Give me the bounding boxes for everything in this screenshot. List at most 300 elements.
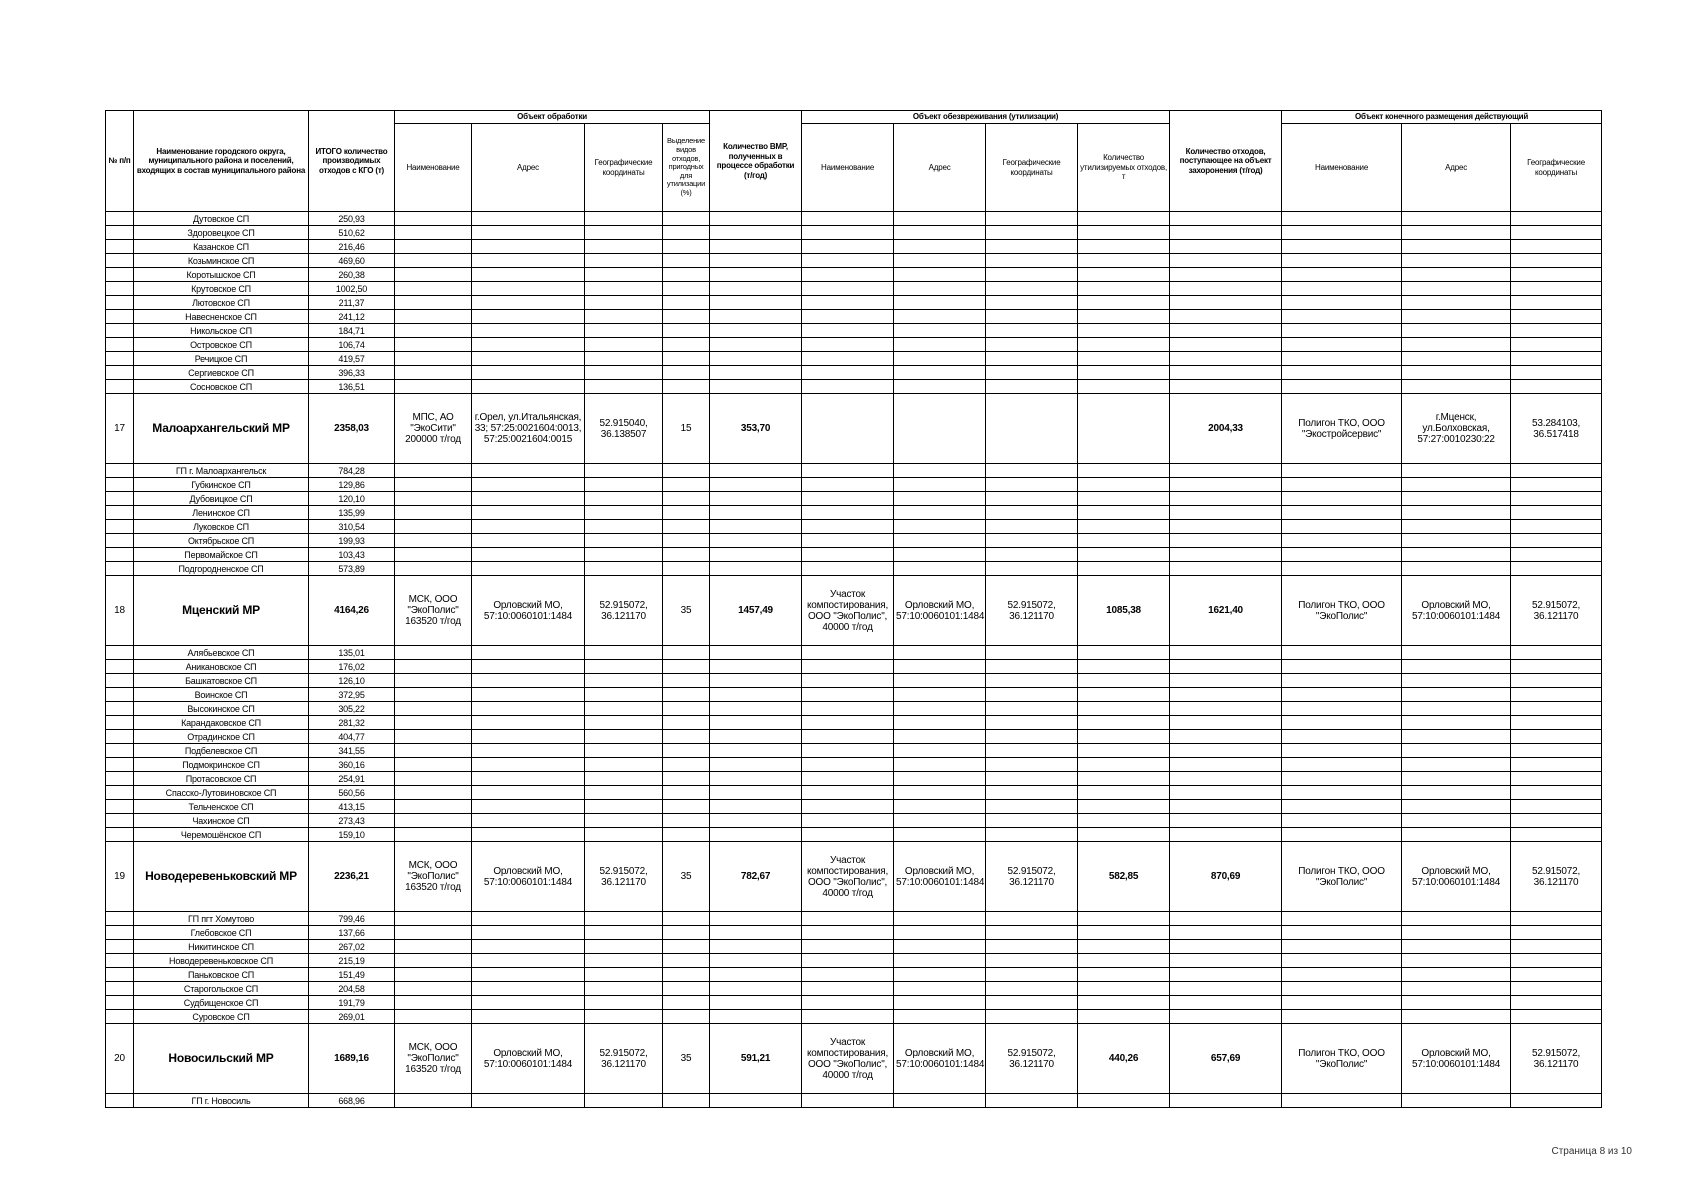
district-row	[106, 576, 1602, 646]
cell-empty	[710, 520, 802, 534]
cell-empty	[585, 282, 663, 296]
cell-empty	[1282, 912, 1402, 926]
cell-empty	[106, 464, 134, 478]
cell-empty	[472, 968, 585, 982]
cell-name: Островское СП	[134, 338, 309, 352]
cell-empty	[663, 1010, 710, 1024]
cell-empty	[395, 380, 472, 394]
cell-empty	[1078, 688, 1170, 702]
cell-proc-share: 35	[663, 576, 710, 646]
cell-empty	[802, 268, 894, 282]
cell-empty	[1078, 478, 1170, 492]
cell-empty	[1402, 926, 1511, 940]
cell-empty	[395, 492, 472, 506]
cell-empty	[802, 478, 894, 492]
cell-empty	[663, 968, 710, 982]
cell-empty	[395, 828, 472, 842]
cell-empty	[1170, 492, 1282, 506]
cell-empty	[585, 1094, 663, 1108]
cell-empty	[894, 1010, 986, 1024]
cell-empty	[1402, 758, 1511, 772]
cell-empty	[1282, 478, 1402, 492]
cell-empty	[1282, 226, 1402, 240]
cell-empty	[1511, 674, 1602, 688]
cell-name: Паньковское СП	[134, 968, 309, 982]
cell-empty	[472, 338, 585, 352]
cell-empty	[1170, 968, 1282, 982]
cell-proc-coords: 52.915072, 36.121170	[585, 576, 663, 646]
cell-empty	[1402, 464, 1511, 478]
settlement-row	[106, 534, 1602, 548]
cell-empty	[1282, 800, 1402, 814]
cell-empty	[663, 534, 710, 548]
cell-final-name: Полигон ТКО, ООО "ЭкоПолис"	[1282, 1024, 1402, 1094]
cell-empty	[894, 1094, 986, 1108]
cell-empty	[1511, 716, 1602, 730]
cell-empty	[472, 744, 585, 758]
cell-final-address: Орловский МО, 57:10:0060101:1484	[1402, 842, 1511, 912]
cell-empty	[395, 366, 472, 380]
cell-empty	[1170, 800, 1282, 814]
cell-empty	[802, 338, 894, 352]
cell-empty	[1511, 828, 1602, 842]
cell-empty	[1511, 254, 1602, 268]
cell-empty	[663, 982, 710, 996]
cell-empty	[1078, 926, 1170, 940]
settlement-row	[106, 716, 1602, 730]
cell-name: Луковское СП	[134, 520, 309, 534]
cell-total: 4164,26	[309, 576, 395, 646]
district-row	[106, 842, 1602, 912]
cell-empty	[585, 338, 663, 352]
cell-empty	[472, 674, 585, 688]
cell-empty	[710, 492, 802, 506]
page-number: Страница 8 из 10	[1551, 1146, 1632, 1157]
settlement-row	[106, 520, 1602, 534]
cell-empty	[663, 1094, 710, 1108]
cell-empty	[802, 296, 894, 310]
cell-final-coords: 52.915072, 36.121170	[1511, 576, 1602, 646]
cell-empty	[894, 548, 986, 562]
cell-empty	[1170, 772, 1282, 786]
cell-empty	[1078, 968, 1170, 982]
cell-empty	[663, 338, 710, 352]
cell-empty	[585, 212, 663, 226]
cell-empty	[1511, 688, 1602, 702]
cell-util-address	[894, 394, 986, 464]
cell-empty	[802, 380, 894, 394]
cell-empty	[106, 506, 134, 520]
cell-total: 273,43	[309, 814, 395, 828]
cell-empty	[802, 492, 894, 506]
cell-empty	[986, 926, 1078, 940]
cell-total: 341,55	[309, 744, 395, 758]
cell-empty	[1511, 800, 1602, 814]
cell-empty	[472, 814, 585, 828]
settlement-row	[106, 506, 1602, 520]
cell-empty	[106, 912, 134, 926]
cell-empty	[1078, 548, 1170, 562]
cell-total: 106,74	[309, 338, 395, 352]
cell-empty	[585, 296, 663, 310]
cell-empty	[472, 562, 585, 576]
cell-empty	[894, 660, 986, 674]
col-final-name: Наименование	[1282, 124, 1402, 212]
cell-empty	[106, 282, 134, 296]
cell-empty	[894, 968, 986, 982]
cell-total: 126,10	[309, 674, 395, 688]
cell-empty	[106, 296, 134, 310]
cell-empty	[395, 352, 472, 366]
cell-empty	[1511, 268, 1602, 282]
cell-empty	[663, 366, 710, 380]
cell-empty	[663, 464, 710, 478]
cell-empty	[894, 912, 986, 926]
cell-empty	[894, 646, 986, 660]
cell-empty	[986, 254, 1078, 268]
cell-empty	[986, 646, 1078, 660]
cell-empty	[1282, 702, 1402, 716]
settlement-row	[106, 926, 1602, 940]
cell-empty	[710, 282, 802, 296]
cell-empty	[585, 814, 663, 828]
cell-empty	[802, 744, 894, 758]
cell-empty	[802, 940, 894, 954]
cell-empty	[802, 254, 894, 268]
cell-empty	[1078, 772, 1170, 786]
cell-empty	[894, 926, 986, 940]
cell-empty	[1282, 968, 1402, 982]
cell-empty	[472, 380, 585, 394]
cell-empty	[894, 520, 986, 534]
cell-empty	[1282, 268, 1402, 282]
cell-name: ГП г. Новосиль	[134, 1094, 309, 1108]
cell-empty	[1511, 982, 1602, 996]
cell-name: Подбелевское СП	[134, 744, 309, 758]
cell-empty	[472, 324, 585, 338]
cell-empty	[894, 982, 986, 996]
cell-empty	[106, 212, 134, 226]
cell-empty	[1170, 296, 1282, 310]
cell-empty	[585, 940, 663, 954]
cell-empty	[1511, 646, 1602, 660]
cell-empty	[710, 716, 802, 730]
settlement-row	[106, 912, 1602, 926]
cell-empty	[1170, 380, 1282, 394]
cell-landfill-amount: 2004,33	[1170, 394, 1282, 464]
cell-empty	[710, 352, 802, 366]
cell-name: Башкатовское СП	[134, 674, 309, 688]
cell-empty	[585, 646, 663, 660]
cell-empty	[395, 324, 472, 338]
cell-empty	[710, 380, 802, 394]
cell-empty	[1282, 926, 1402, 940]
cell-empty	[585, 926, 663, 940]
cell-empty	[472, 254, 585, 268]
cell-landfill-amount: 870,69	[1170, 842, 1282, 912]
cell-empty	[710, 786, 802, 800]
cell-empty	[106, 982, 134, 996]
cell-empty	[1511, 744, 1602, 758]
cell-empty	[1282, 814, 1402, 828]
settlement-row	[106, 212, 1602, 226]
cell-total: 510,62	[309, 226, 395, 240]
cell-empty	[1282, 744, 1402, 758]
cell-empty	[395, 212, 472, 226]
settlement-row	[106, 478, 1602, 492]
cell-empty	[106, 324, 134, 338]
cell-empty	[106, 954, 134, 968]
cell-empty	[585, 702, 663, 716]
cell-empty	[472, 506, 585, 520]
cell-total: 215,19	[309, 954, 395, 968]
cell-empty	[106, 828, 134, 842]
cell-total: 1689,16	[309, 1024, 395, 1094]
cell-empty	[472, 982, 585, 996]
cell-empty	[106, 520, 134, 534]
cell-empty	[894, 226, 986, 240]
cell-empty	[1170, 226, 1282, 240]
cell-empty	[1402, 226, 1511, 240]
cell-empty	[1282, 296, 1402, 310]
cell-empty	[395, 226, 472, 240]
settlement-row	[106, 296, 1602, 310]
cell-total: 469,60	[309, 254, 395, 268]
cell-empty	[472, 912, 585, 926]
cell-empty	[585, 478, 663, 492]
cell-name: Лютовское СП	[134, 296, 309, 310]
cell-empty	[585, 800, 663, 814]
cell-empty	[663, 660, 710, 674]
cell-empty	[1511, 310, 1602, 324]
cell-name: Спасско-Лутовиновское СП	[134, 786, 309, 800]
cell-empty	[1078, 996, 1170, 1010]
settlement-row	[106, 1010, 1602, 1024]
cell-empty	[1402, 660, 1511, 674]
cell-empty	[710, 660, 802, 674]
cell-empty	[395, 926, 472, 940]
cell-empty	[585, 366, 663, 380]
cell-empty	[106, 786, 134, 800]
cell-empty	[472, 296, 585, 310]
cell-empty	[1170, 338, 1282, 352]
cell-proc-address: г.Орел, ул.Итальянская, 33; 57:25:0021604:0013, 57:25:0021604:0015	[472, 394, 585, 464]
cell-total: 2236,21	[309, 842, 395, 912]
cell-empty	[1511, 912, 1602, 926]
settlement-row	[106, 940, 1602, 954]
cell-empty	[710, 1094, 802, 1108]
cell-empty	[986, 478, 1078, 492]
cell-empty	[472, 660, 585, 674]
cell-empty	[1511, 1010, 1602, 1024]
cell-total: 305,22	[309, 702, 395, 716]
cell-empty	[1511, 338, 1602, 352]
cell-empty	[1282, 660, 1402, 674]
cell-empty	[1078, 324, 1170, 338]
cell-empty	[1282, 352, 1402, 366]
settlement-row	[106, 982, 1602, 996]
cell-empty	[106, 1010, 134, 1024]
cell-empty	[1402, 548, 1511, 562]
cell-empty	[663, 730, 710, 744]
cell-empty	[106, 352, 134, 366]
cell-empty	[663, 562, 710, 576]
cell-empty	[395, 310, 472, 324]
waste-registry-sheet	[105, 110, 1601, 1108]
cell-empty	[395, 982, 472, 996]
cell-empty	[894, 534, 986, 548]
cell-proc-address: Орловский МО, 57:10:0060101:1484	[472, 1024, 585, 1094]
settlement-row	[106, 324, 1602, 338]
cell-total: 211,37	[309, 296, 395, 310]
cell-empty	[894, 730, 986, 744]
cell-empty	[585, 254, 663, 268]
cell-empty	[663, 380, 710, 394]
cell-empty	[1282, 282, 1402, 296]
cell-total: 668,96	[309, 1094, 395, 1108]
cell-empty	[663, 296, 710, 310]
cell-final-address: Орловский МО, 57:10:0060101:1484	[1402, 576, 1511, 646]
cell-empty	[395, 996, 472, 1010]
cell-util-coords: 52.915072, 36.121170	[986, 576, 1078, 646]
cell-name: Воинское СП	[134, 688, 309, 702]
cell-vmr: 782,67	[710, 842, 802, 912]
cell-empty	[802, 828, 894, 842]
cell-name: Сергиевское СП	[134, 366, 309, 380]
cell-name: Губкинское СП	[134, 478, 309, 492]
cell-empty	[986, 562, 1078, 576]
cell-empty	[106, 926, 134, 940]
cell-empty	[894, 296, 986, 310]
cell-empty	[1282, 674, 1402, 688]
cell-name: Новосильский МР	[134, 1024, 309, 1094]
cell-empty	[986, 380, 1078, 394]
cell-total: 360,16	[309, 758, 395, 772]
cell-empty	[1078, 296, 1170, 310]
cell-empty	[710, 688, 802, 702]
cell-empty	[802, 800, 894, 814]
cell-empty	[472, 282, 585, 296]
cell-empty	[106, 814, 134, 828]
cell-empty	[1282, 366, 1402, 380]
cell-empty	[1402, 534, 1511, 548]
cell-empty	[1170, 352, 1282, 366]
cell-name: Никитинское СП	[134, 940, 309, 954]
col-util-amount: Количество утилизируемых отходов, т	[1078, 124, 1170, 212]
cell-empty	[106, 744, 134, 758]
cell-empty	[585, 534, 663, 548]
cell-empty	[472, 478, 585, 492]
settlement-row	[106, 730, 1602, 744]
cell-name: Алябьевское СП	[134, 646, 309, 660]
cell-empty	[986, 352, 1078, 366]
cell-name: Протасовское СП	[134, 772, 309, 786]
settlement-row	[106, 380, 1602, 394]
cell-empty	[986, 996, 1078, 1010]
cell-empty	[986, 1010, 1078, 1024]
cell-empty	[585, 674, 663, 688]
cell-empty	[1170, 828, 1282, 842]
cell-empty	[472, 688, 585, 702]
cell-empty	[106, 940, 134, 954]
cell-empty	[472, 716, 585, 730]
cell-empty	[894, 800, 986, 814]
cell-empty	[1282, 310, 1402, 324]
cell-empty	[986, 758, 1078, 772]
cell-empty	[1402, 506, 1511, 520]
cell-empty	[986, 296, 1078, 310]
cell-empty	[472, 212, 585, 226]
cell-empty	[663, 268, 710, 282]
cell-empty	[472, 758, 585, 772]
cell-empty	[1511, 282, 1602, 296]
settlement-row	[106, 352, 1602, 366]
cell-empty	[710, 828, 802, 842]
table-body	[106, 212, 1602, 1108]
cell-name: Отрадинское СП	[134, 730, 309, 744]
cell-empty	[395, 660, 472, 674]
cell-empty	[585, 506, 663, 520]
cell-empty	[1078, 940, 1170, 954]
cell-proc-coords: 52.915040, 36.138507	[585, 394, 663, 464]
cell-empty	[894, 240, 986, 254]
cell-empty	[585, 954, 663, 968]
cell-empty	[1282, 548, 1402, 562]
cell-empty	[585, 828, 663, 842]
cell-empty	[395, 296, 472, 310]
cell-name: Речицкое СП	[134, 352, 309, 366]
cell-empty	[1282, 338, 1402, 352]
settlement-row	[106, 226, 1602, 240]
cell-empty	[986, 212, 1078, 226]
cell-final-name: Полигон ТКО, ООО "Экостройсервис"	[1282, 394, 1402, 464]
cell-empty	[802, 996, 894, 1010]
cell-empty	[1170, 926, 1282, 940]
cell-empty	[106, 338, 134, 352]
cell-empty	[663, 912, 710, 926]
cell-empty	[986, 366, 1078, 380]
cell-empty	[472, 520, 585, 534]
cell-empty	[1402, 282, 1511, 296]
cell-empty	[585, 324, 663, 338]
cell-empty	[1402, 310, 1511, 324]
cell-empty	[1170, 548, 1282, 562]
cell-empty	[395, 954, 472, 968]
cell-empty	[585, 520, 663, 534]
cell-empty	[663, 240, 710, 254]
cell-empty	[1282, 1094, 1402, 1108]
cell-empty	[986, 772, 1078, 786]
cell-empty	[106, 268, 134, 282]
cell-empty	[472, 730, 585, 744]
cell-empty	[1078, 338, 1170, 352]
cell-empty	[1511, 492, 1602, 506]
cell-total: 184,71	[309, 324, 395, 338]
cell-empty	[710, 324, 802, 338]
cell-name: Коротышское СП	[134, 268, 309, 282]
cell-empty	[802, 324, 894, 338]
cell-empty	[472, 1094, 585, 1108]
table-header	[106, 111, 1602, 212]
cell-proc-share: 35	[663, 842, 710, 912]
cell-util-address: Орловский МО, 57:10:0060101:1484	[894, 842, 986, 912]
cell-empty	[585, 772, 663, 786]
cell-empty	[472, 226, 585, 240]
cell-empty	[802, 562, 894, 576]
cell-empty	[395, 478, 472, 492]
cell-empty	[802, 310, 894, 324]
cell-empty	[1511, 296, 1602, 310]
